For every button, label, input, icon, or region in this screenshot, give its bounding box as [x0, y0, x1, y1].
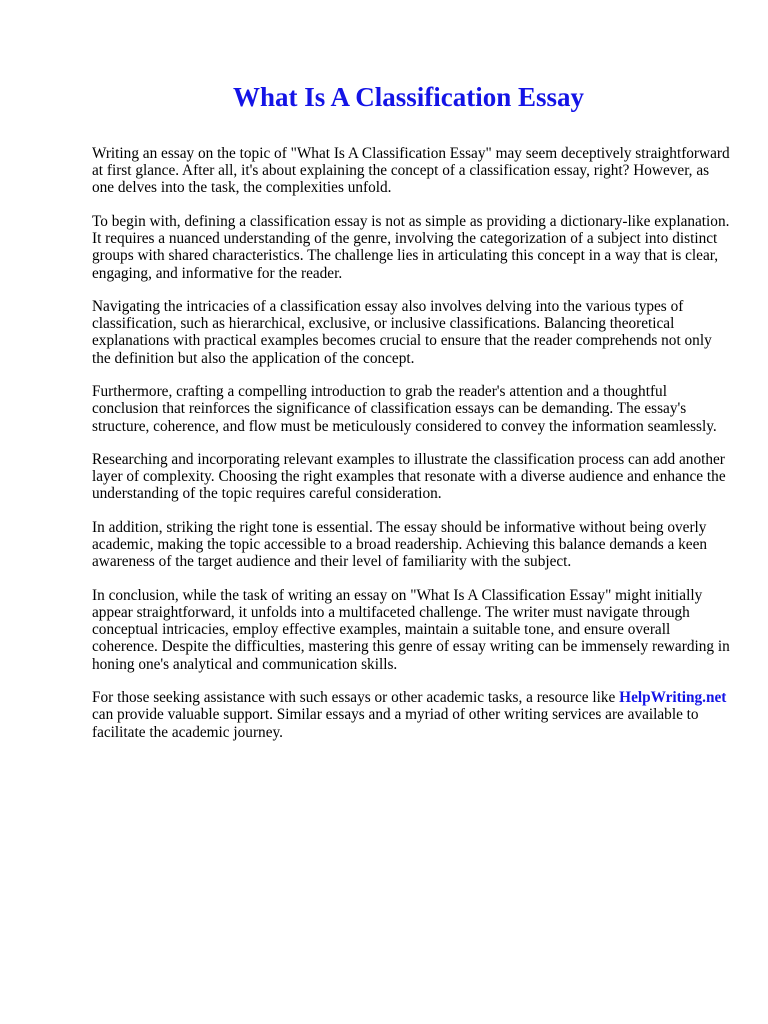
paragraph-1: Writing an essay on the topic of "What Is A Classification Essay" may seem deceptively straightforward at first glance. After all, it's about explaining the concept of a classification essay, right? However, as one delves into the task, the complexities unfold. — [92, 145, 730, 197]
document-body — [92, 145, 732, 757]
closing-text-after-link: can provide valuable support. Similar essays and a myriad of other writing services are available to facilitate the academic journey. — [92, 706, 699, 741]
paragraph-6: In addition, striking the right tone is essential. The essay should be informative without being overly academic, making the topic accessible to a broad readership. Achieving this balance demands a keen awareness of the target audience and their level of familiarity with the subject. — [92, 518, 708, 571]
helpwriting-link[interactable]: HelpWriting.net — [619, 689, 727, 707]
paragraph-2: To begin with, defining a classification essay is not as simple as providing a dictionary-like explanation. It requires a nuanced understanding of the genre, involving the categorization of a subject into distinct groups with shared characteristics. The challenge lies in articulating this concept in a way that is clear, engaging, and informative for the reader. — [92, 212, 730, 282]
paragraph-3: Navigating the intricacies of a classification essay also involves delving into the various types of classification, such as hierarchical, exclusive, or inclusive classifications. Balancing theoretical explanations with practical examples becomes crucial to ensure that the reader comprehends not only the definition but also the application of the concept. — [92, 298, 712, 367]
paragraph-7: In conclusion, while the task of writing an essay on "What Is A Classification Essay" might initially appear straightforward, it unfolds into a multifaceted challenge. The writer must navigate through conceptual intricacies, employ effective examples, maintain a suitable tone, and ensure overall coherence. Despite the difficulties, mastering this genre of essay writing can be immensely rewarding in honing one's analytical and communication skills. — [92, 586, 730, 673]
paragraph-5: Researching and incorporating relevant examples to illustrate the classification process can add another layer of complexity. Choosing the right examples that resonate with a diverse audience and enhance the understanding of the topic requires careful consideration. — [92, 451, 726, 503]
paragraph-4: Furthermore, crafting a compelling introduction to grab the reader's attention and a thoughtful conclusion that reinforces the significance of classification essays can be demanding. The essay's structure, coherence, and flow must be meticulously considered to convey the information seamlessly. — [92, 383, 717, 435]
closing-paragraph — [92, 689, 732, 741]
page-title: What Is A Classification Essay — [232, 82, 585, 112]
closing-text-before-link: For those seeking assistance with such essays or other academic tasks, a resource like — [92, 689, 616, 707]
